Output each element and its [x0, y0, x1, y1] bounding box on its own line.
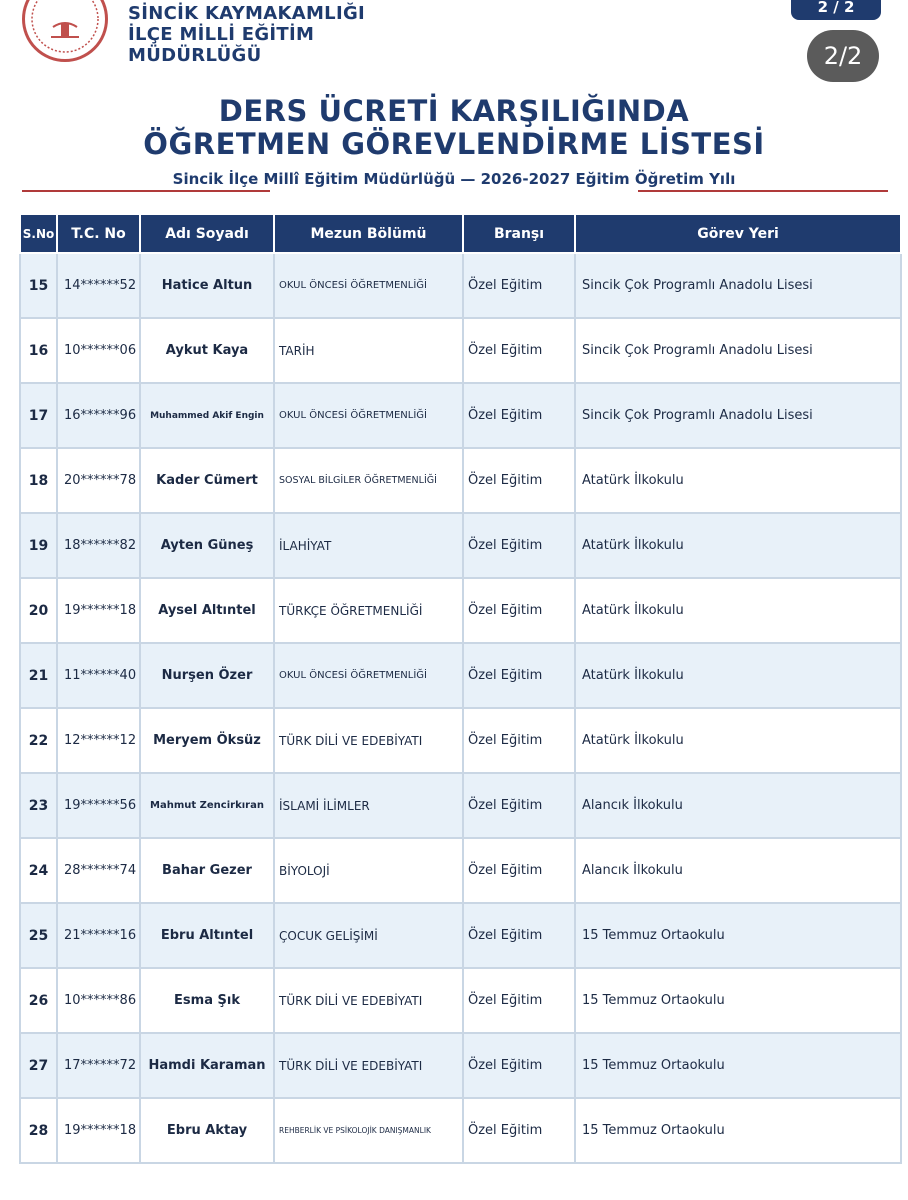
cell-name: Aykut Kaya: [140, 318, 274, 383]
cell-sno: 21: [20, 643, 57, 708]
cell-name: Meryem Öksüz: [140, 708, 274, 773]
cell-branch: Özel Eğitim: [463, 1098, 575, 1163]
table-row: [20, 578, 901, 643]
cell-tc: 11******40: [57, 643, 140, 708]
column-header-branch: Branşı: [463, 214, 575, 253]
cell-department: İSLAMİ İLİMLER: [274, 773, 463, 838]
column-header-department: Mezun Bölümü: [274, 214, 463, 253]
cell-department: TÜRK DİLİ VE EDEBİYATI: [274, 708, 463, 773]
cell-branch: Özel Eğitim: [463, 708, 575, 773]
cell-name: Esma Şık: [140, 968, 274, 1033]
cell-tc: 19******18: [57, 1098, 140, 1163]
table-row: [20, 903, 901, 968]
org-line-3: MÜDÜRLÜĞÜ: [128, 45, 262, 66]
document-subtitle: Sincik İlçe Millî Eğitim Müdürlüğü — 2026-2027 Eğitim Öğretim Yılı: [172, 170, 736, 188]
cell-branch: Özel Eğitim: [463, 383, 575, 448]
cell-name: Ayten Güneş: [140, 513, 274, 578]
cell-place: Atatürk İlkokulu: [575, 448, 901, 513]
divider-left: [22, 190, 270, 192]
cell-department: TÜRK DİLİ VE EDEBİYATI: [274, 1033, 463, 1098]
title-line-2: ÖĞRETMEN GÖREVLENDİRME LİSTESİ: [143, 127, 765, 161]
cell-sno: 20: [20, 578, 57, 643]
title-line-1: DERS ÜCRETİ KARŞILIĞINDA: [218, 94, 690, 128]
table-row: [20, 708, 901, 773]
cell-branch: Özel Eğitim: [463, 773, 575, 838]
cell-department: REHBERLİK VE PSİKOLOJİK DANIŞMANLIK: [274, 1098, 463, 1163]
cell-tc: 10******86: [57, 968, 140, 1033]
cell-tc: 12******12: [57, 708, 140, 773]
cell-place: Sincik Çok Programlı Anadolu Lisesi: [575, 383, 901, 448]
cell-name: Nurşen Özer: [140, 643, 274, 708]
table-row: [20, 968, 901, 1033]
cell-name: Aysel Altıntel: [140, 578, 274, 643]
cell-department: TÜRK DİLİ VE EDEBİYATI: [274, 968, 463, 1033]
cell-tc: 19******18: [57, 578, 140, 643]
table-row: [20, 1098, 901, 1163]
divider-right: [638, 190, 888, 192]
cell-branch: Özel Eğitim: [463, 968, 575, 1033]
cell-place: Sincik Çok Programlı Anadolu Lisesi: [575, 318, 901, 383]
cell-department: İLAHİYAT: [274, 513, 463, 578]
cell-department: TÜRKÇE ÖĞRETMENLİĞİ: [274, 578, 463, 643]
cell-sno: 15: [20, 253, 57, 318]
cell-name: Hamdi Karaman: [140, 1033, 274, 1098]
cell-department: ÇOCUK GELİŞİMİ: [274, 903, 463, 968]
cell-tc: 17******72: [57, 1033, 140, 1098]
cell-department: OKUL ÖNCESİ ÖĞRETMENLİĞİ: [274, 253, 463, 318]
cell-branch: Özel Eğitim: [463, 318, 575, 383]
cell-sno: 22: [20, 708, 57, 773]
cell-sno: 19: [20, 513, 57, 578]
table-row: [20, 513, 901, 578]
cell-sno: 18: [20, 448, 57, 513]
cell-tc: 18******82: [57, 513, 140, 578]
cell-sno: 26: [20, 968, 57, 1033]
table-row: [20, 448, 901, 513]
table-row: [20, 383, 901, 448]
cell-department: OKUL ÖNCESİ ÖĞRETMENLİĞİ: [274, 643, 463, 708]
cell-sno: 17: [20, 383, 57, 448]
cell-name: Muhammed Akif Engin: [140, 383, 274, 448]
cell-place: Atatürk İlkokulu: [575, 708, 901, 773]
table-row: [20, 773, 901, 838]
cell-sno: 23: [20, 773, 57, 838]
org-line-1: SİNCİK KAYMAKAMLIĞI: [128, 3, 366, 24]
cell-branch: Özel Eğitim: [463, 643, 575, 708]
cell-place: Sincik Çok Programlı Anadolu Lisesi: [575, 253, 901, 318]
organization-name: [128, 3, 365, 66]
cell-tc: 14******52: [57, 253, 140, 318]
cell-sno: 24: [20, 838, 57, 903]
column-header-sno: S.No: [20, 214, 57, 253]
cell-place: 15 Temmuz Ortaokulu: [575, 1098, 901, 1163]
cell-branch: Özel Eğitim: [463, 903, 575, 968]
cell-sno: 27: [20, 1033, 57, 1098]
cell-tc: 20******78: [57, 448, 140, 513]
cell-branch: Özel Eğitim: [463, 448, 575, 513]
cell-tc: 28******74: [57, 838, 140, 903]
cell-tc: 21******16: [57, 903, 140, 968]
cell-name: Bahar Gezer: [140, 838, 274, 903]
cell-name: Mahmut Zencirkıran: [140, 773, 274, 838]
page-tab: 2 / 2: [791, 0, 881, 20]
document-title: [0, 95, 908, 161]
cell-name: Hatice Altun: [140, 253, 274, 318]
cell-department: OKUL ÖNCESİ ÖĞRETMENLİĞİ: [274, 383, 463, 448]
cell-name: Kader Cümert: [140, 448, 274, 513]
ministry-of-education-emblem-icon: [22, 0, 108, 62]
column-header-tc: T.C. No: [57, 214, 140, 253]
cell-department: TARİH: [274, 318, 463, 383]
column-header-name: Adı Soyadı: [140, 214, 274, 253]
cell-place: Atatürk İlkokulu: [575, 643, 901, 708]
cell-sno: 28: [20, 1098, 57, 1163]
table-row: [20, 838, 901, 903]
cell-tc: 16******96: [57, 383, 140, 448]
table-row: [20, 253, 901, 318]
column-header-place: Görev Yeri: [575, 214, 901, 253]
table-row: [20, 643, 901, 708]
cell-name: Ebru Altıntel: [140, 903, 274, 968]
cell-sno: 16: [20, 318, 57, 383]
cell-department: SOSYAL BİLGİLER ÖĞRETMENLİĞİ: [274, 448, 463, 513]
cell-sno: 25: [20, 903, 57, 968]
cell-place: 15 Temmuz Ortaokulu: [575, 903, 901, 968]
page-indicator-badge: 2/2: [807, 30, 879, 82]
table-row: [20, 1033, 901, 1098]
cell-branch: Özel Eğitim: [463, 253, 575, 318]
teacher-assignment-table: [19, 213, 902, 1164]
cell-name: Ebru Aktay: [140, 1098, 274, 1163]
cell-branch: Özel Eğitim: [463, 1033, 575, 1098]
cell-department: BİYOLOJİ: [274, 838, 463, 903]
cell-place: 15 Temmuz Ortaokulu: [575, 1033, 901, 1098]
cell-tc: 19******56: [57, 773, 140, 838]
cell-branch: Özel Eğitim: [463, 578, 575, 643]
cell-place: Alancık İlkokulu: [575, 773, 901, 838]
cell-tc: 10******06: [57, 318, 140, 383]
cell-place: Atatürk İlkokulu: [575, 578, 901, 643]
org-line-2: İLÇE MİLLİ EĞİTİM: [128, 24, 315, 45]
cell-place: 15 Temmuz Ortaokulu: [575, 968, 901, 1033]
cell-branch: Özel Eğitim: [463, 838, 575, 903]
table-header-row: [20, 214, 901, 253]
table-row: [20, 318, 901, 383]
cell-place: Alancık İlkokulu: [575, 838, 901, 903]
cell-place: Atatürk İlkokulu: [575, 513, 901, 578]
cell-branch: Özel Eğitim: [463, 513, 575, 578]
